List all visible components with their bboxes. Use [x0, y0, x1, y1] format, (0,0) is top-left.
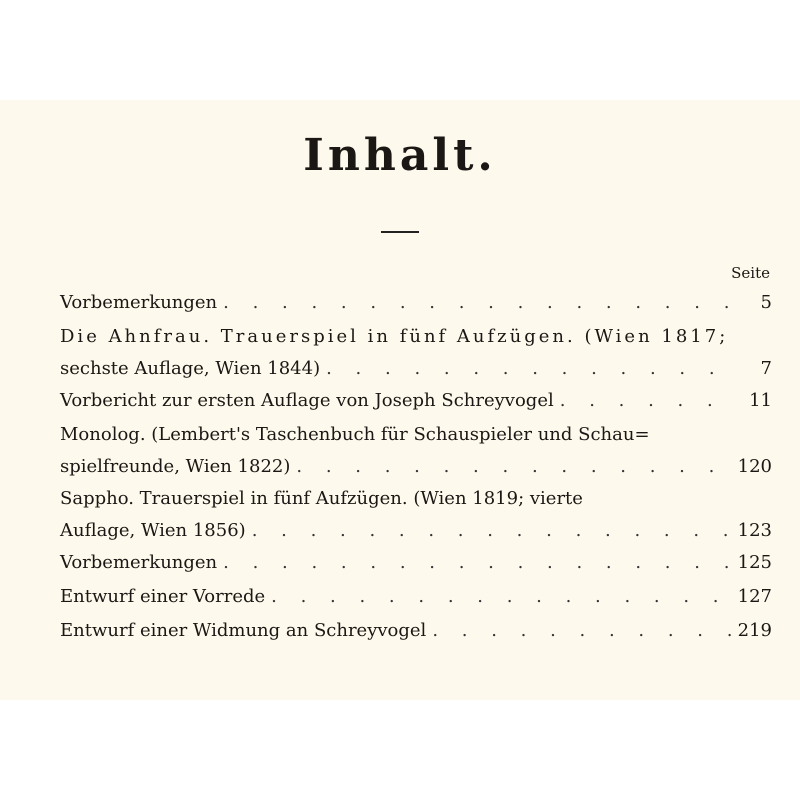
toc-entry — [60, 320, 772, 384]
toc-entry-page: 123 — [737, 520, 772, 541]
toc-entry — [60, 286, 772, 320]
toc-entry-title: Vorbemerkungen — [60, 292, 218, 313]
toc-entry-title-continued: Auflage, Wien 1856) — [60, 520, 246, 541]
toc-entry-page: 11 — [749, 390, 772, 411]
leader-dots — [560, 384, 736, 418]
book-page — [0, 100, 800, 700]
toc-entry-title: Monolog. (Lembert's Taschenbuch für Schauspieler und Schau= — [60, 424, 650, 445]
leader-dots — [326, 354, 736, 384]
leader-dots — [296, 452, 731, 482]
page-column-label: Seite — [731, 264, 770, 282]
leader-dots — [223, 286, 736, 320]
leader-dots — [223, 546, 731, 580]
toc-entry-page: 120 — [737, 456, 772, 477]
toc-entry-title-continued: sechste Auflage, Wien 1844) — [60, 358, 321, 379]
toc-entry — [60, 418, 772, 482]
toc-entry-page: 5 — [760, 292, 772, 313]
toc-entry-title: Sappho. Trauerspiel in fünf Aufzügen. (Wien 1819; vierte — [60, 488, 583, 509]
leader-dots — [432, 614, 731, 648]
toc-entry-title: Vorbemerkungen — [60, 552, 218, 573]
toc-entry-page: 219 — [737, 620, 772, 641]
toc-entry-title: Vorbericht zur ersten Auflage von Joseph Schreyvogel — [60, 390, 554, 411]
toc-entry-title-continued: spielfreunde, Wien 1822) — [60, 456, 291, 477]
toc-entry — [60, 482, 772, 546]
leader-dots — [271, 580, 731, 614]
title-rule — [381, 231, 419, 233]
page-title: Inhalt. — [303, 130, 497, 181]
toc-entry-page: 125 — [737, 552, 772, 573]
toc-entry-title: Die Ahnfrau. Trauerspiel in fünf Aufzügen. (Wien 1817; — [60, 326, 729, 347]
leader-dots — [252, 516, 732, 546]
toc-entry — [60, 580, 772, 614]
toc-entry-page: 7 — [760, 358, 772, 379]
toc-entry — [60, 546, 772, 580]
toc-entry-page: 127 — [737, 586, 772, 607]
table-of-contents — [60, 286, 772, 648]
toc-entry-title: Entwurf einer Vorrede — [60, 586, 266, 607]
toc-entry — [60, 384, 772, 418]
toc-entry-title: Entwurf einer Widmung an Schreyvogel — [60, 620, 427, 641]
toc-entry — [60, 614, 772, 648]
